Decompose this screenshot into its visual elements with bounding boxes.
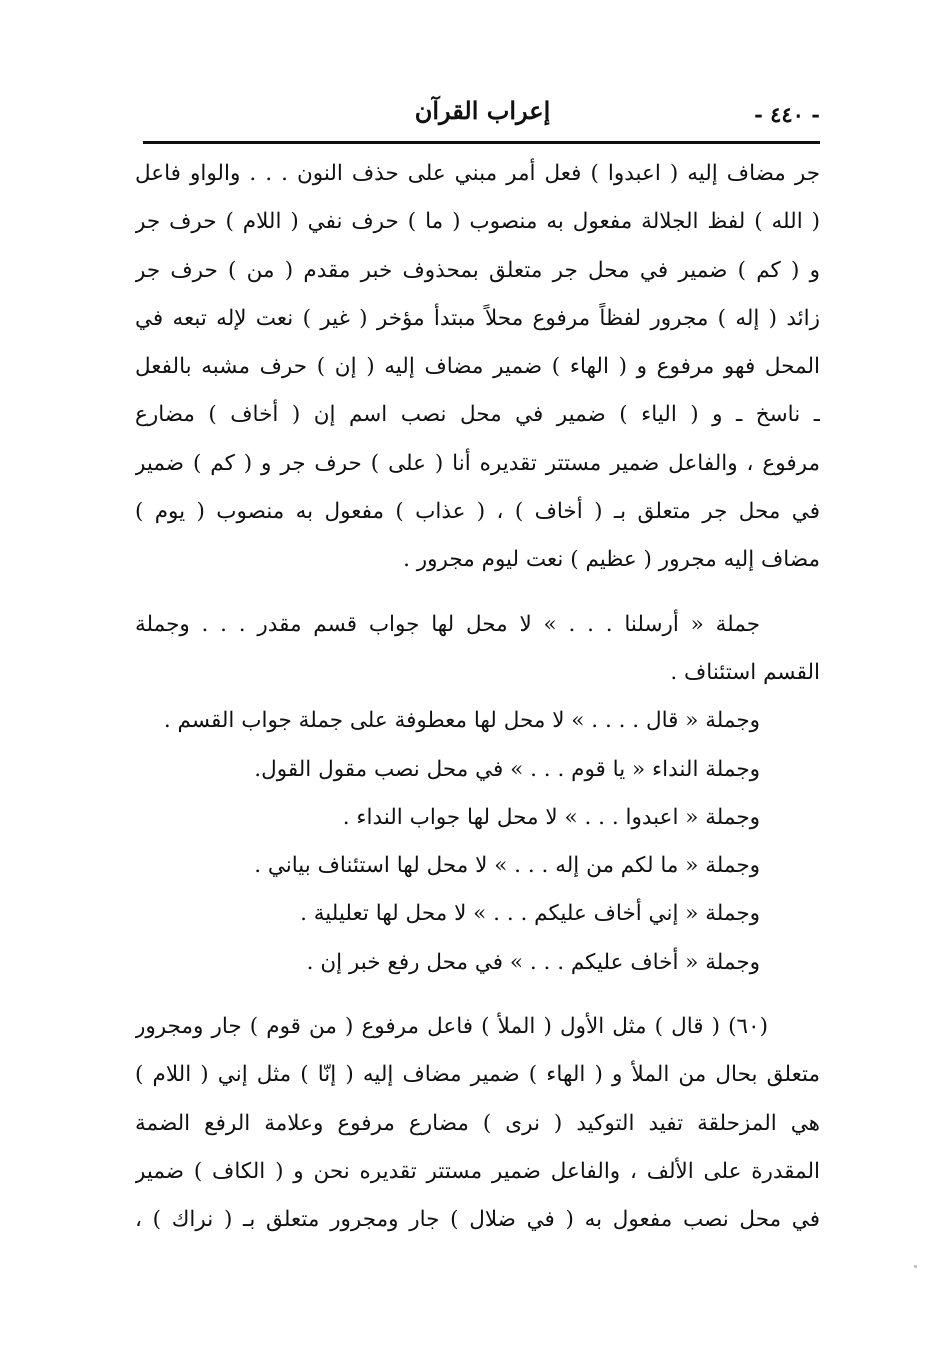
paragraph-3 bbox=[135, 1003, 820, 1244]
running-title: إعراب القرآن bbox=[414, 96, 551, 125]
text-line: في محل نصب مفعول به ( في ضلال ) جار ومجرور متعلق بـ ( نراك ) ، bbox=[135, 1207, 820, 1233]
list-item: وجملة النداء « يا قوم . . . » في محل نصب مقول القول. bbox=[254, 756, 760, 782]
paragraph-2 bbox=[135, 601, 820, 698]
text-line: جر مضاف إليه ( اعبدوا ) فعل أمر مبني على حذف النون . . . والواو فاعل bbox=[135, 161, 820, 186]
paragraph-gap bbox=[135, 585, 820, 601]
text-line: ( الله ) لفظ الجلالة مفعول به منصوب ( ما ) حرف نفي ( اللام ) حرف جر bbox=[135, 209, 820, 235]
text-line: المقدرة على الألف ، والفاعل ضمير مستتر تقديره نحن و ( الكاف ) ضمير bbox=[135, 1158, 820, 1184]
paragraph-1 bbox=[135, 150, 820, 585]
list-item: وجملة « أخاف عليكم . . . » في محل رفع خبر إن . bbox=[306, 949, 760, 975]
paragraph-gap bbox=[135, 987, 820, 1003]
text-line: جملة « أرسلنا . . . » لا محل لها جواب قسم مقدر . . . وجملة bbox=[135, 611, 760, 637]
text-line: متعلق بحال من الملأ و ( الهاء ) ضمير مضاف إليه ( إنّا ) مثل إني ( اللام ) bbox=[135, 1062, 820, 1088]
text-line: مضاف إليه مجرور ( عظيم ) نعت ليوم مجرور . bbox=[403, 547, 820, 573]
text-line: و ( كم ) ضمير في محل جر متعلق بمحذوف خبر مقدم ( من ) حرف جر bbox=[135, 257, 820, 283]
header-rule bbox=[143, 141, 820, 144]
text-line: المحل فهو مرفوع و ( الهاء ) ضمير مضاف إليه ( إن ) حرف مشبه بالفعل bbox=[135, 354, 820, 380]
sentence-list bbox=[135, 697, 820, 987]
list-item: وجملة « اعبدوا . . . » لا محل لها جواب النداء . bbox=[342, 804, 760, 830]
page-number: - ٤٤٠ - bbox=[754, 102, 820, 127]
text-line: ـ ناسخ ـ و ( الياء ) ضمير في محل نصب اسم إن ( أخاف ) مضارع bbox=[135, 402, 820, 428]
scan-speck bbox=[914, 1265, 917, 1268]
text-line: مرفوع ، والفاعل ضمير مستتر تقديره أنا ( على ) حرف جر و ( كم ) ضمير bbox=[135, 450, 820, 476]
list-item: وجملة « قال . . . . » لا محل لها معطوفة على جملة جواب القسم . bbox=[163, 708, 760, 734]
text-line: زائد ( إله ) مجرور لفظاً مرفوع محلاً مبتدأ مؤخر ( غير ) نعت لإله تبعه في bbox=[135, 305, 820, 331]
list-item: وجملة « إني أخاف عليكم . . . » لا محل لها تعليلية . bbox=[300, 901, 760, 927]
body-text bbox=[135, 150, 820, 1245]
text-line: القسم استئناف . bbox=[670, 659, 820, 685]
text-line: هي المزحلقة تفيد التوكيد ( نرى ) مضارع مرفوع وعلامة الرفع الضمة bbox=[135, 1110, 820, 1136]
text-line: في محل جر متعلق بـ ( أخاف ) ، ( عذاب ) مفعول به منصوب ( يوم ) bbox=[135, 499, 820, 525]
text-line: (٦٠) ( قال ) مثل الأول ( الملأ ) فاعل مرفوع ( من قوم ) جار ومجرور bbox=[135, 1014, 768, 1040]
list-item: وجملة « ما لكم من إله . . . » لا محل لها استئناف بياني . bbox=[254, 853, 760, 879]
page-header bbox=[145, 96, 820, 136]
